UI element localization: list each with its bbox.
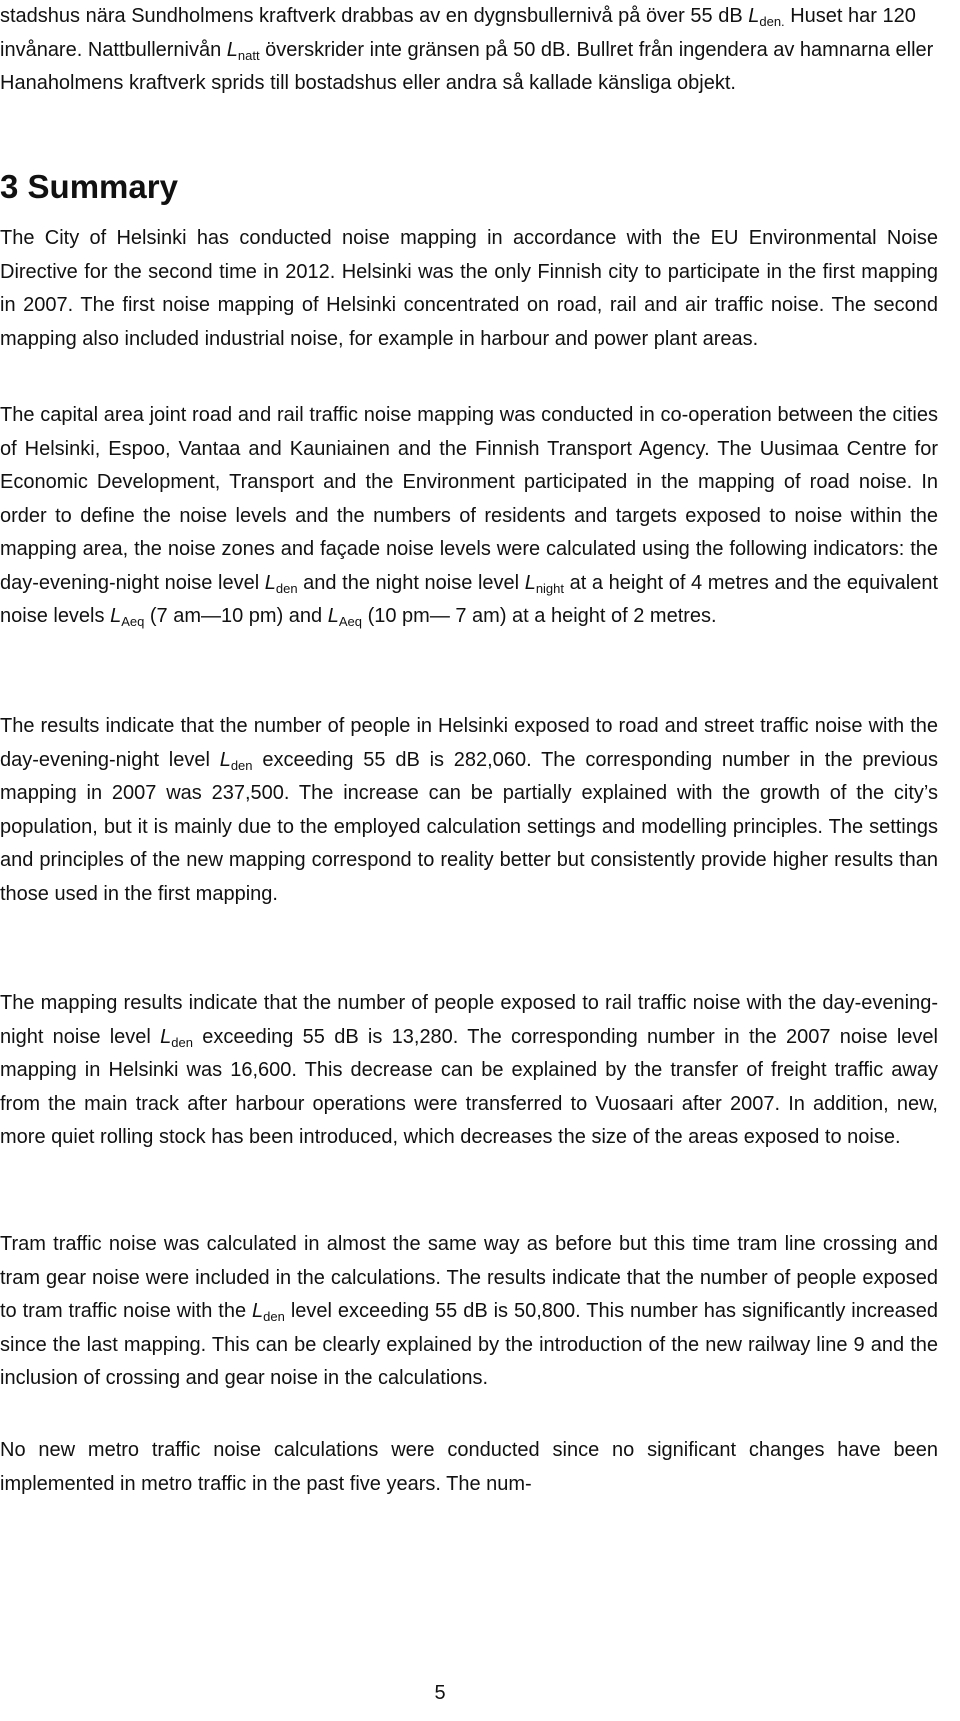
paragraph-2-text-1: The capital area joint road and rail traffic noise mapping was conducted in co-operation between the cities of Helsinki, Espoo, Vantaa and Kauniainen and the Finnish Transport Agency. The Uusimaa Centre for Economic Development, Transport and the Environment participated in the mapping of road noise. In order to define the noise levels and the numbers of residents and targets exposed to noise within the mapping area, the noise zones and façade noise levels were calculated using the following indicators: the day-evening-night noise level xyxy=(0,404,938,594)
symbol-l: L xyxy=(226,38,238,61)
symbol-l: L xyxy=(748,5,760,27)
subscript-den: den xyxy=(171,1034,193,1050)
paragraph-4-text-1: The mapping results indicate that the number of people exposed to rail traffic noise with the day-evening-night noise level xyxy=(0,992,938,1048)
paragraph-4 xyxy=(0,987,938,1155)
symbol-l: L xyxy=(160,1025,172,1048)
paragraph-2-text-4: (7 am—10 pm) and xyxy=(144,605,328,627)
paragraph-3-text-2: exceeding 55 dB is 282,060. The corresponding number in the previous mapping in 2007 was 237,500. The increase can be partially explained with the growth of the city’s population, but it is mainly due to the employed calculation settings and modelling principles. The settings and principles of the new mapping correspond to reality better but consistently provide higher results than those used in the first mapping. xyxy=(0,748,938,905)
subscript-den: den xyxy=(263,1309,285,1324)
intro-paragraph xyxy=(0,0,938,101)
intro-text-2: Huset har 120 invånare. Nattbullernivån xyxy=(0,5,916,61)
subscript-natt: natt xyxy=(237,47,260,63)
subscript-aeq: Aeq xyxy=(338,614,363,629)
paragraph-2-text-5: (10 pm— 7 am) at a height of 2 metres. xyxy=(362,605,717,627)
subscript-den: den xyxy=(230,757,253,773)
subscript-den: den. xyxy=(759,14,785,29)
paragraph-3-text-1: The results indicate that the number of people in Helsinki exposed to road and street traffic noise with the day-evening-night level xyxy=(0,715,938,771)
paragraph-1: The City of Helsinki has conducted noise mapping in accordance with the EU Environmental Noise Directive for the second time in 2012. Helsinki was the only Finnish city to participate in the first mapping in 2007. The first noise mapping of Helsinki concentrated on road, rail and air traffic noise. The second mapping also included industrial noise, for example in harbour and power plant areas. xyxy=(0,227,938,350)
symbol-l: L xyxy=(327,605,339,627)
symbol-l: L xyxy=(219,748,231,771)
paragraph-5-text-2: level exceeding 55 dB is 50,800. This number has significantly increased since the last mapping. This can be clearly explained by the introduction of the new railway line 9 and the inclusion of crossing and gear noise in the calculations. xyxy=(0,1300,938,1389)
subscript-night: night xyxy=(535,580,565,596)
symbol-l: L xyxy=(252,1300,264,1322)
symbol-l: L xyxy=(264,571,276,594)
paragraph-6: No new metro traffic noise calculations were conducted since no significant changes have been implemented in metro traffic in the past five years. The num- xyxy=(0,1439,938,1495)
intro-text-3: överskrider inte gränsen på 50 dB. Bullret från ingendera av hamnarna eller Hanaholmens kraftverk sprids till bostadshus eller andra så kallade känsliga objekt. xyxy=(0,38,934,94)
paragraph-2 xyxy=(0,399,938,634)
paragraph-3 xyxy=(0,710,938,911)
paragraph-4-text-2: exceeding 55 dB is 13,280. The corresponding number in the 2007 noise level mapping in Helsinki was 16,600. This decrease can be explained by the transfer of freight traffic away from the main track after harbour operations were transferred to Vuosaari after 2007. In addition, new, more quiet rolling stock has been introduced, which decreases the size of the areas exposed to noise. xyxy=(0,1025,938,1148)
page-number: 5 xyxy=(434,1682,446,1704)
intro-text-1: stadshus nära Sundholmens kraftverk drabbas av en dygnsbullernivå på över 55 dB xyxy=(0,5,749,27)
subscript-den: den xyxy=(275,580,298,596)
paragraph-2-text-3: at a height of 4 metres and the equivalent noise levels xyxy=(0,571,939,627)
subscript-aeq: Aeq xyxy=(121,614,145,629)
paragraph-5 xyxy=(0,1228,938,1396)
symbol-l: L xyxy=(110,605,122,627)
symbol-l: L xyxy=(524,571,536,594)
paragraph-2-text-2: and the night noise level xyxy=(297,571,525,594)
paragraph-5-text-1: Tram traffic noise was calculated in almost the same way as before but this time tram line crossing and tram gear noise were included in the calculations. The results indicate that the number of people exposed to tram traffic noise with the xyxy=(0,1233,938,1322)
section-heading: 3 Summary xyxy=(0,168,178,205)
